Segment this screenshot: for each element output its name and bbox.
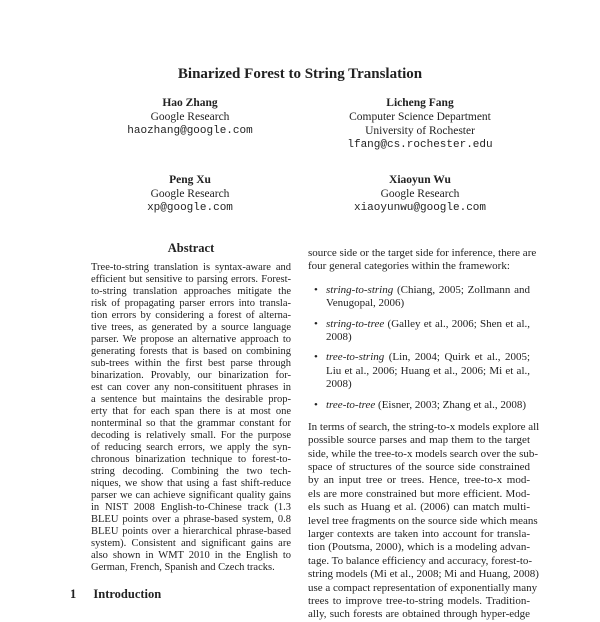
text-line [326,318,530,331]
section-number: 1 [70,587,77,601]
text-line: space of structures of the source side constrained [308,461,530,474]
text-line: of reducing search errors, we apply the syn- [91,442,291,453]
author-affiliation: Google Research [150,188,230,200]
text-line: by an input tree or trees. Hence, tree-to-x mod- [308,474,530,487]
list-item [308,351,530,391]
text-line [326,284,530,297]
author-email: lfang@cs.rochester.edu [347,139,493,151]
category-term: tree-to-string [326,351,385,364]
text-line: efficient but sensitive to parsing errors. Forest- [91,274,291,285]
text-line: In terms of search, the string-to-x models explore all [308,420,540,433]
author-affiliation: University of Rochester [365,125,475,137]
text-line: Tree-to-string translation is syntax-aware and [91,262,291,273]
section-title: Introduction [93,587,162,601]
author-block [70,96,310,138]
intro-paragraph [308,247,537,274]
citations: (Eisner, 2003; Zhang et al., 2008) [375,398,527,411]
text-line: use a compact representation of exponentially many [308,581,538,594]
author-email: haozhang@google.com [127,125,253,137]
list-item [308,399,530,412]
text-line [326,399,530,412]
author-block [300,96,540,152]
list-item [308,318,530,345]
author-block [300,173,540,215]
bullet-icon: • [314,398,318,411]
section-heading [70,588,161,601]
text-line [326,351,530,364]
text-line: BLEU points over a hierarchical phrase-based [91,526,291,537]
text-line: Liu et al., 2006; Huang et al., 2006; Mi et al., [326,364,530,377]
text-line: tion (Poutsma, 2000), which is a modeling advan- [308,541,530,554]
text-line: BLEU points over a phrase-based system, 0.8 [91,514,291,525]
right-column [308,247,540,622]
text-line: side, while the tree-to-x models search over the sub- [308,447,539,460]
text-line: generating forests that is based on combining [91,346,291,357]
citations: (Galley et al., 2006; Shen et al., [384,317,530,330]
text-line: parser we can achieve significant quality gains [91,490,291,501]
text-line: to-string translation approaches mitigate the [91,286,291,297]
author-email: xiaoyunwu@google.com [353,202,487,214]
text-line: trees to improve tree-to-string models. Tradition- [308,594,530,607]
text-line: tage. To balance efficiency and accuracy, forest-to- [308,554,533,567]
abstract [91,241,291,574]
text-line: est can cover any non-consitituent phrases in [91,382,291,393]
text-line: German, French, Spanish and Czech tracks. [91,562,275,573]
text-line: also shown in WMT 2010 in the English to [91,550,291,561]
bullet-icon: • [314,283,318,296]
text-line: els such as Huang et al. (2006) can match multi- [308,501,530,514]
author-affiliation: Google Research [150,111,230,123]
citations: (Chiang, 2005; Zollmann and [393,283,530,296]
author-name: Peng Xu [169,174,211,186]
citations: (Lin, 2004; Quirk et al., 2005; [384,351,530,364]
text-line: tion errors by considering a forest of alterna- [91,310,291,321]
text-line: chronous binarization technique to forest-to- [91,454,291,465]
text-line: risk of propagating parser errors into transla- [91,298,291,309]
text-line: erty that for each span there is at most one [91,406,291,417]
list-item [308,284,530,311]
paper-title: Binarized Forest to String Translation [177,66,423,82]
text-line: string decoding. Combining the two tech- [91,466,291,477]
author-name: Licheng Fang [386,97,454,109]
text-line: ally, such forests are obtained through hyper-edge [308,608,530,621]
category-term: tree-to-tree [326,398,376,411]
bullet-icon: • [314,351,318,364]
category-term: string-to-tree [326,317,385,330]
text-line: level tree fragments on the source side which means [308,514,538,527]
text-line: nonterminal so that the grammar constant for [91,418,291,429]
text-line: 2008) [326,330,352,343]
text-line: niques, we show that using a fast shift-reduce [91,478,291,489]
author-name: Hao Zhang [162,97,218,109]
abstract-body [91,262,291,574]
text-line: binarization. Provably, our binarization for- [91,370,291,381]
text-line: four general categories within the framework: [308,260,510,273]
text-line: string models (Mi et al., 2008; Mi and Huang, 2008) [308,568,539,581]
text-line: els are more constrained but more efficient. Mod- [308,487,530,500]
category-list [308,284,530,412]
category-term: string-to-string [326,283,394,296]
text-line: 2008) [326,378,352,391]
author-affiliation: Computer Science Department [349,111,491,123]
text-line: source side or the target side for inference, there are [308,247,537,259]
text-line: parser. We propose an alternative approach to [91,334,291,345]
text-line: a sentence but maintains the desirable prop- [91,394,291,405]
text-line: in NIST 2008 English-to-Chinese track (1.3 [91,502,291,513]
text-line: system). Consistent and significant gains are [91,538,291,549]
author-affiliation: Google Research [380,188,460,200]
text-line: decoding is relatively small. For the purpose [91,430,291,441]
text-line: sub-trees within the first best parse through [91,358,291,369]
author-email: xp@google.com [147,202,233,214]
author-name: Xiaoyun Wu [389,174,451,186]
text-line: larger contexts are taken into account for transla- [308,528,530,541]
bullet-icon: • [314,317,318,330]
text-line: tive trees, as generated by a source language [91,322,291,333]
abstract-heading: Abstract [167,241,215,255]
text-line: Venugopal, 2006) [326,297,405,310]
text-line: possible source parses and map them to the target [308,434,530,447]
author-block [70,173,310,215]
search-paragraph [308,420,540,622]
